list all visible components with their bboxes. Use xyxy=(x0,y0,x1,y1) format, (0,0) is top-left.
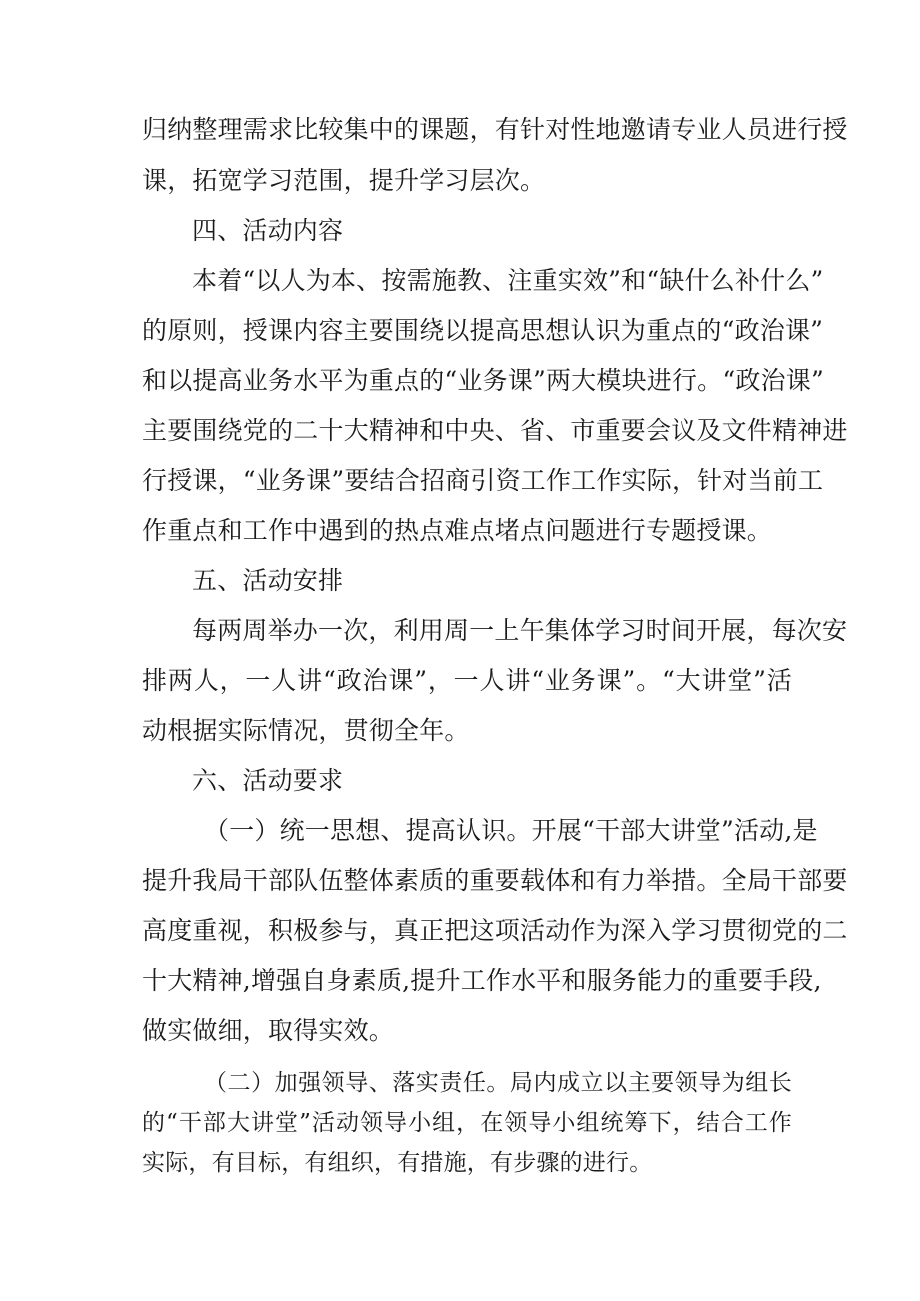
paragraph-line: 做实做细，取得实效。 xyxy=(142,1016,395,1045)
paragraph-line: 动根据实际情况，贯彻全年。 xyxy=(142,716,470,745)
paragraph-line: 实际，有目标，有组织，有措施，有步骤的进行。 xyxy=(142,1150,653,1176)
paragraph-line: 的原则，授课内容主要围绕以提高思想认识为重点的“政治课” xyxy=(142,316,824,345)
paragraph-line: 归纳整理需求比较集中的课题，有针对性地邀请专业人员进行授 xyxy=(142,115,848,144)
paragraph-line: 排两人，一人讲“政治课”，一人讲“业务课”。“大讲堂”活 xyxy=(142,666,792,695)
section-heading: 五、活动安排 xyxy=(192,566,344,595)
paragraph-line: （一）统一思想、提高认识。开展“干部大讲堂”活动,是 xyxy=(204,816,818,845)
paragraph-line: 提升我局干部队伍整体素质的重要载体和有力举措。全局干部要 xyxy=(142,866,848,895)
paragraph-line: 十大精神,增强自身素质,提升工作水平和服务能力的重要手段, xyxy=(142,966,822,995)
paragraph-line: 行授课，“业务课”要结合招商引资工作工作实际，针对当前工 xyxy=(142,466,824,495)
paragraph-line: 作重点和工作中遇到的热点难点堵点问题进行专题授课。 xyxy=(142,516,773,545)
section-heading: 六、活动要求 xyxy=(192,766,344,795)
paragraph-line: 课，拓宽学习范围，提升学习层次。 xyxy=(142,166,546,195)
paragraph-line: 高度重视，积极参与，真正把这项活动作为深入学习贯彻党的二 xyxy=(142,916,848,945)
paragraph-line: 本着“以人为本、按需施教、注重实效”和“缺什么补什么” xyxy=(192,266,824,295)
paragraph-line: （二）加强领导、落实责任。局内成立以主要领导为组长 xyxy=(204,1070,792,1096)
paragraph-line: 主要围绕党的二十大精神和中央、省、市重要会议及文件精神进 xyxy=(142,416,848,445)
paragraph-line: 的“干部大讲堂”活动领导小组，在领导小组统筹下，结合工作 xyxy=(142,1110,792,1136)
paragraph-line: 每两周举办一次，利用周一上午集体学习时间开展，每次安 xyxy=(192,616,848,645)
paragraph-line: 和以提高业务水平为重点的“业务课”两大模块进行。“政治课” xyxy=(142,366,824,395)
section-heading: 四、活动内容 xyxy=(192,216,344,245)
